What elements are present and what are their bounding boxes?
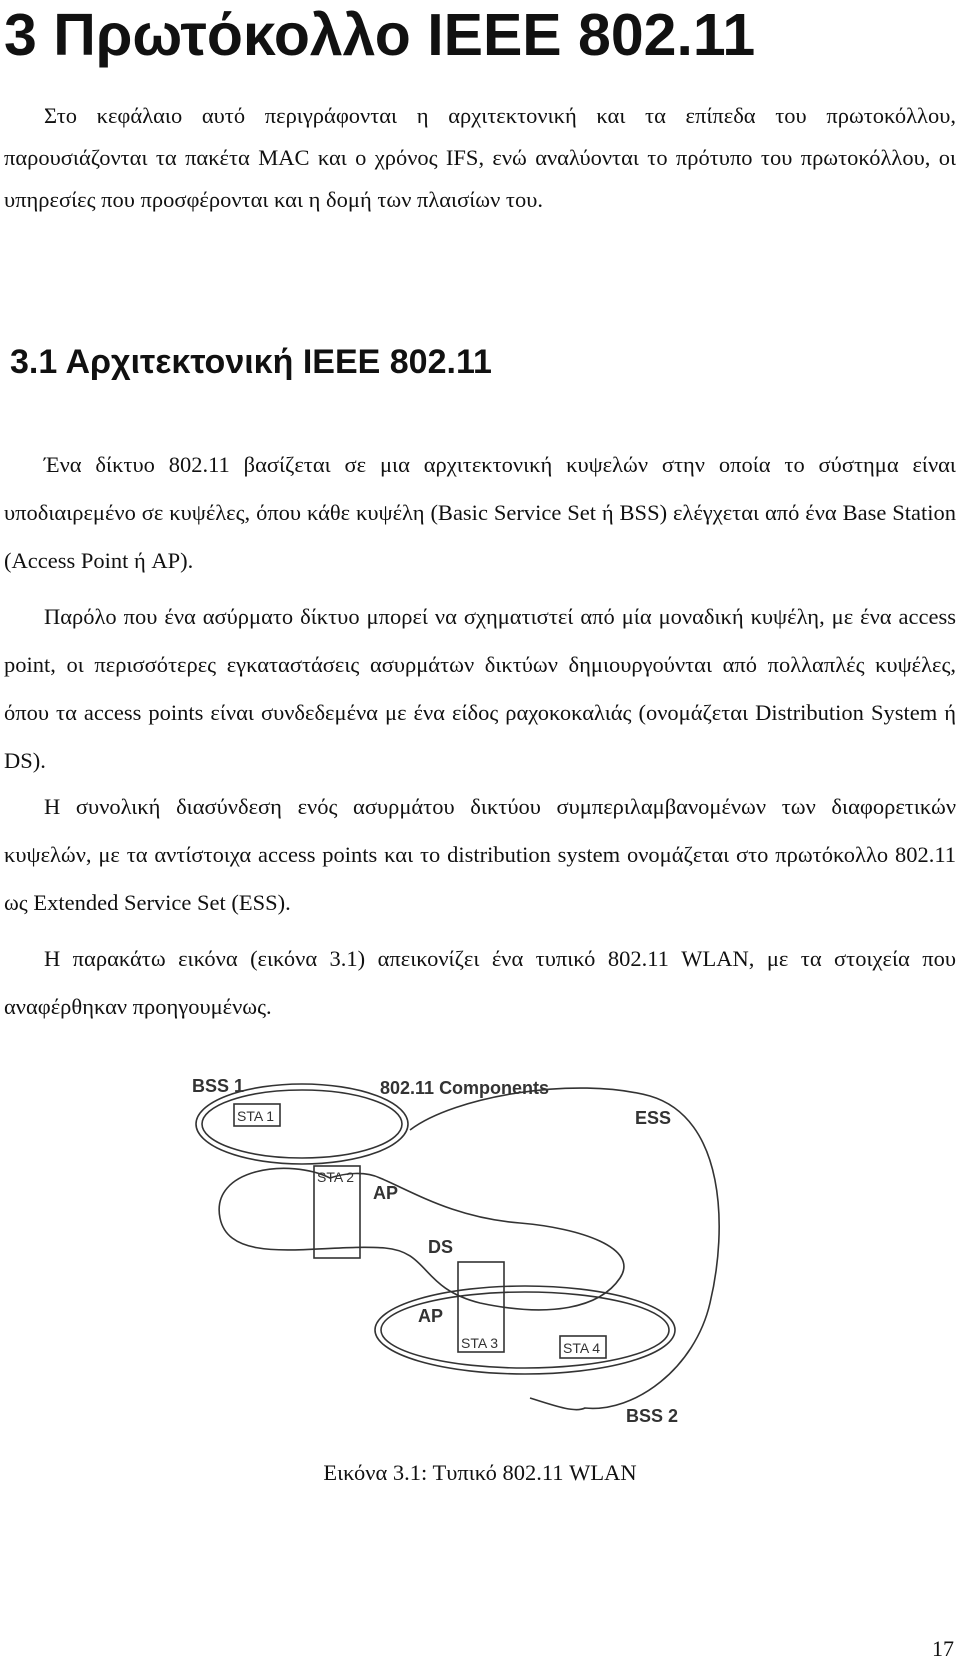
section-paragraph-2: Παρόλο που ένα ασύρματο δίκτυο μπορεί να σχηματιστεί από μία μοναδική κυψέλη, με ένα access point, οι περισσότερες εγκαταστάσεις ασυρμάτων δικτύων δημιουργούνται από πολλαπλές κυψέλες, όπου τα access points είναι συνδεδεμένα με ένα είδος ραχοκοκαλιάς (ονομάζεται Distribution System ή DS).: [4, 604, 956, 773]
section-paragraph-4: Η παρακάτω εικόνα (εικόνα 3.1) απεικονίζει ένα τυπικό 802.11 WLAN, με τα στοιχεία που αναφέρθηκαν προηγουμένως.: [4, 946, 956, 1019]
ds-label: DS: [428, 1237, 454, 1257]
sta4-label: STA 4: [563, 1340, 601, 1356]
ap1-label: AP: [373, 1183, 399, 1203]
section-paragraph-3: Η συνολική διασύνδεση ενός ασυρμάτου δικτύου συμπεριλαμβανομένων των διαφορετικών κυψελών, με τα αντίστοιχα access points και το distribution system ονομάζεται στο πρωτόκολλο 802.11 ως Extended Service Set (ESS).: [4, 794, 956, 915]
wlan-diagram-svg: [180, 1068, 740, 1448]
ds-outline: [219, 1168, 624, 1310]
ess-outline: [410, 1088, 719, 1410]
bss1-inner-ellipse: [202, 1090, 402, 1158]
bss1-label: BSS 1: [192, 1076, 245, 1096]
page-number: 17: [932, 1636, 954, 1661]
chapter-title: 3 Πρωτόκολλο IEEE 802.11: [4, 2, 756, 68]
sta2-label: STA 2: [317, 1169, 355, 1185]
bss2-inner-ellipse: [381, 1292, 669, 1368]
ap2-label: AP: [418, 1306, 444, 1326]
wlan-diagram: [180, 1068, 740, 1448]
figure-caption: Εικόνα 3.1: Τυπικό 802.11 WLAN: [323, 1460, 637, 1485]
bss2-label: BSS 2: [626, 1406, 679, 1426]
sta1-label: STA 1: [237, 1108, 275, 1124]
bss2-outer-ellipse: [375, 1286, 675, 1374]
sta3-label: STA 3: [461, 1335, 499, 1351]
bss1-outer-ellipse: [196, 1084, 408, 1164]
section-paragraph-1: Ένα δίκτυο 802.11 βασίζεται σε μια αρχιτεκτονική κυψελών στην οποία το σύστημα είναι υποδιαιρεμένο σε κυψέλες, όπου κάθε κυψέλη (Basic Service Set ή BSS) ελέγχεται από ένα Base Station (Access Point ή AP).: [4, 452, 956, 573]
ess-label: ESS: [635, 1108, 672, 1128]
intro-paragraph: Στο κεφάλαιο αυτό περιγράφονται η αρχιτεκτονική και τα επίπεδα του πρωτοκόλλου, παρουσιάζονται τα πακέτα MAC και ο χρόνος IFS, ενώ αναλύονται το πρότυπο του πρωτοκόλλου, οι υπηρεσίες που προσφέρονται και η δομή των πλαισίων του.: [4, 103, 956, 212]
figure-title-label: 802.11 Components: [380, 1078, 550, 1098]
section-title: 3.1 Αρχιτεκτονική IEEE 802.11: [10, 343, 492, 381]
